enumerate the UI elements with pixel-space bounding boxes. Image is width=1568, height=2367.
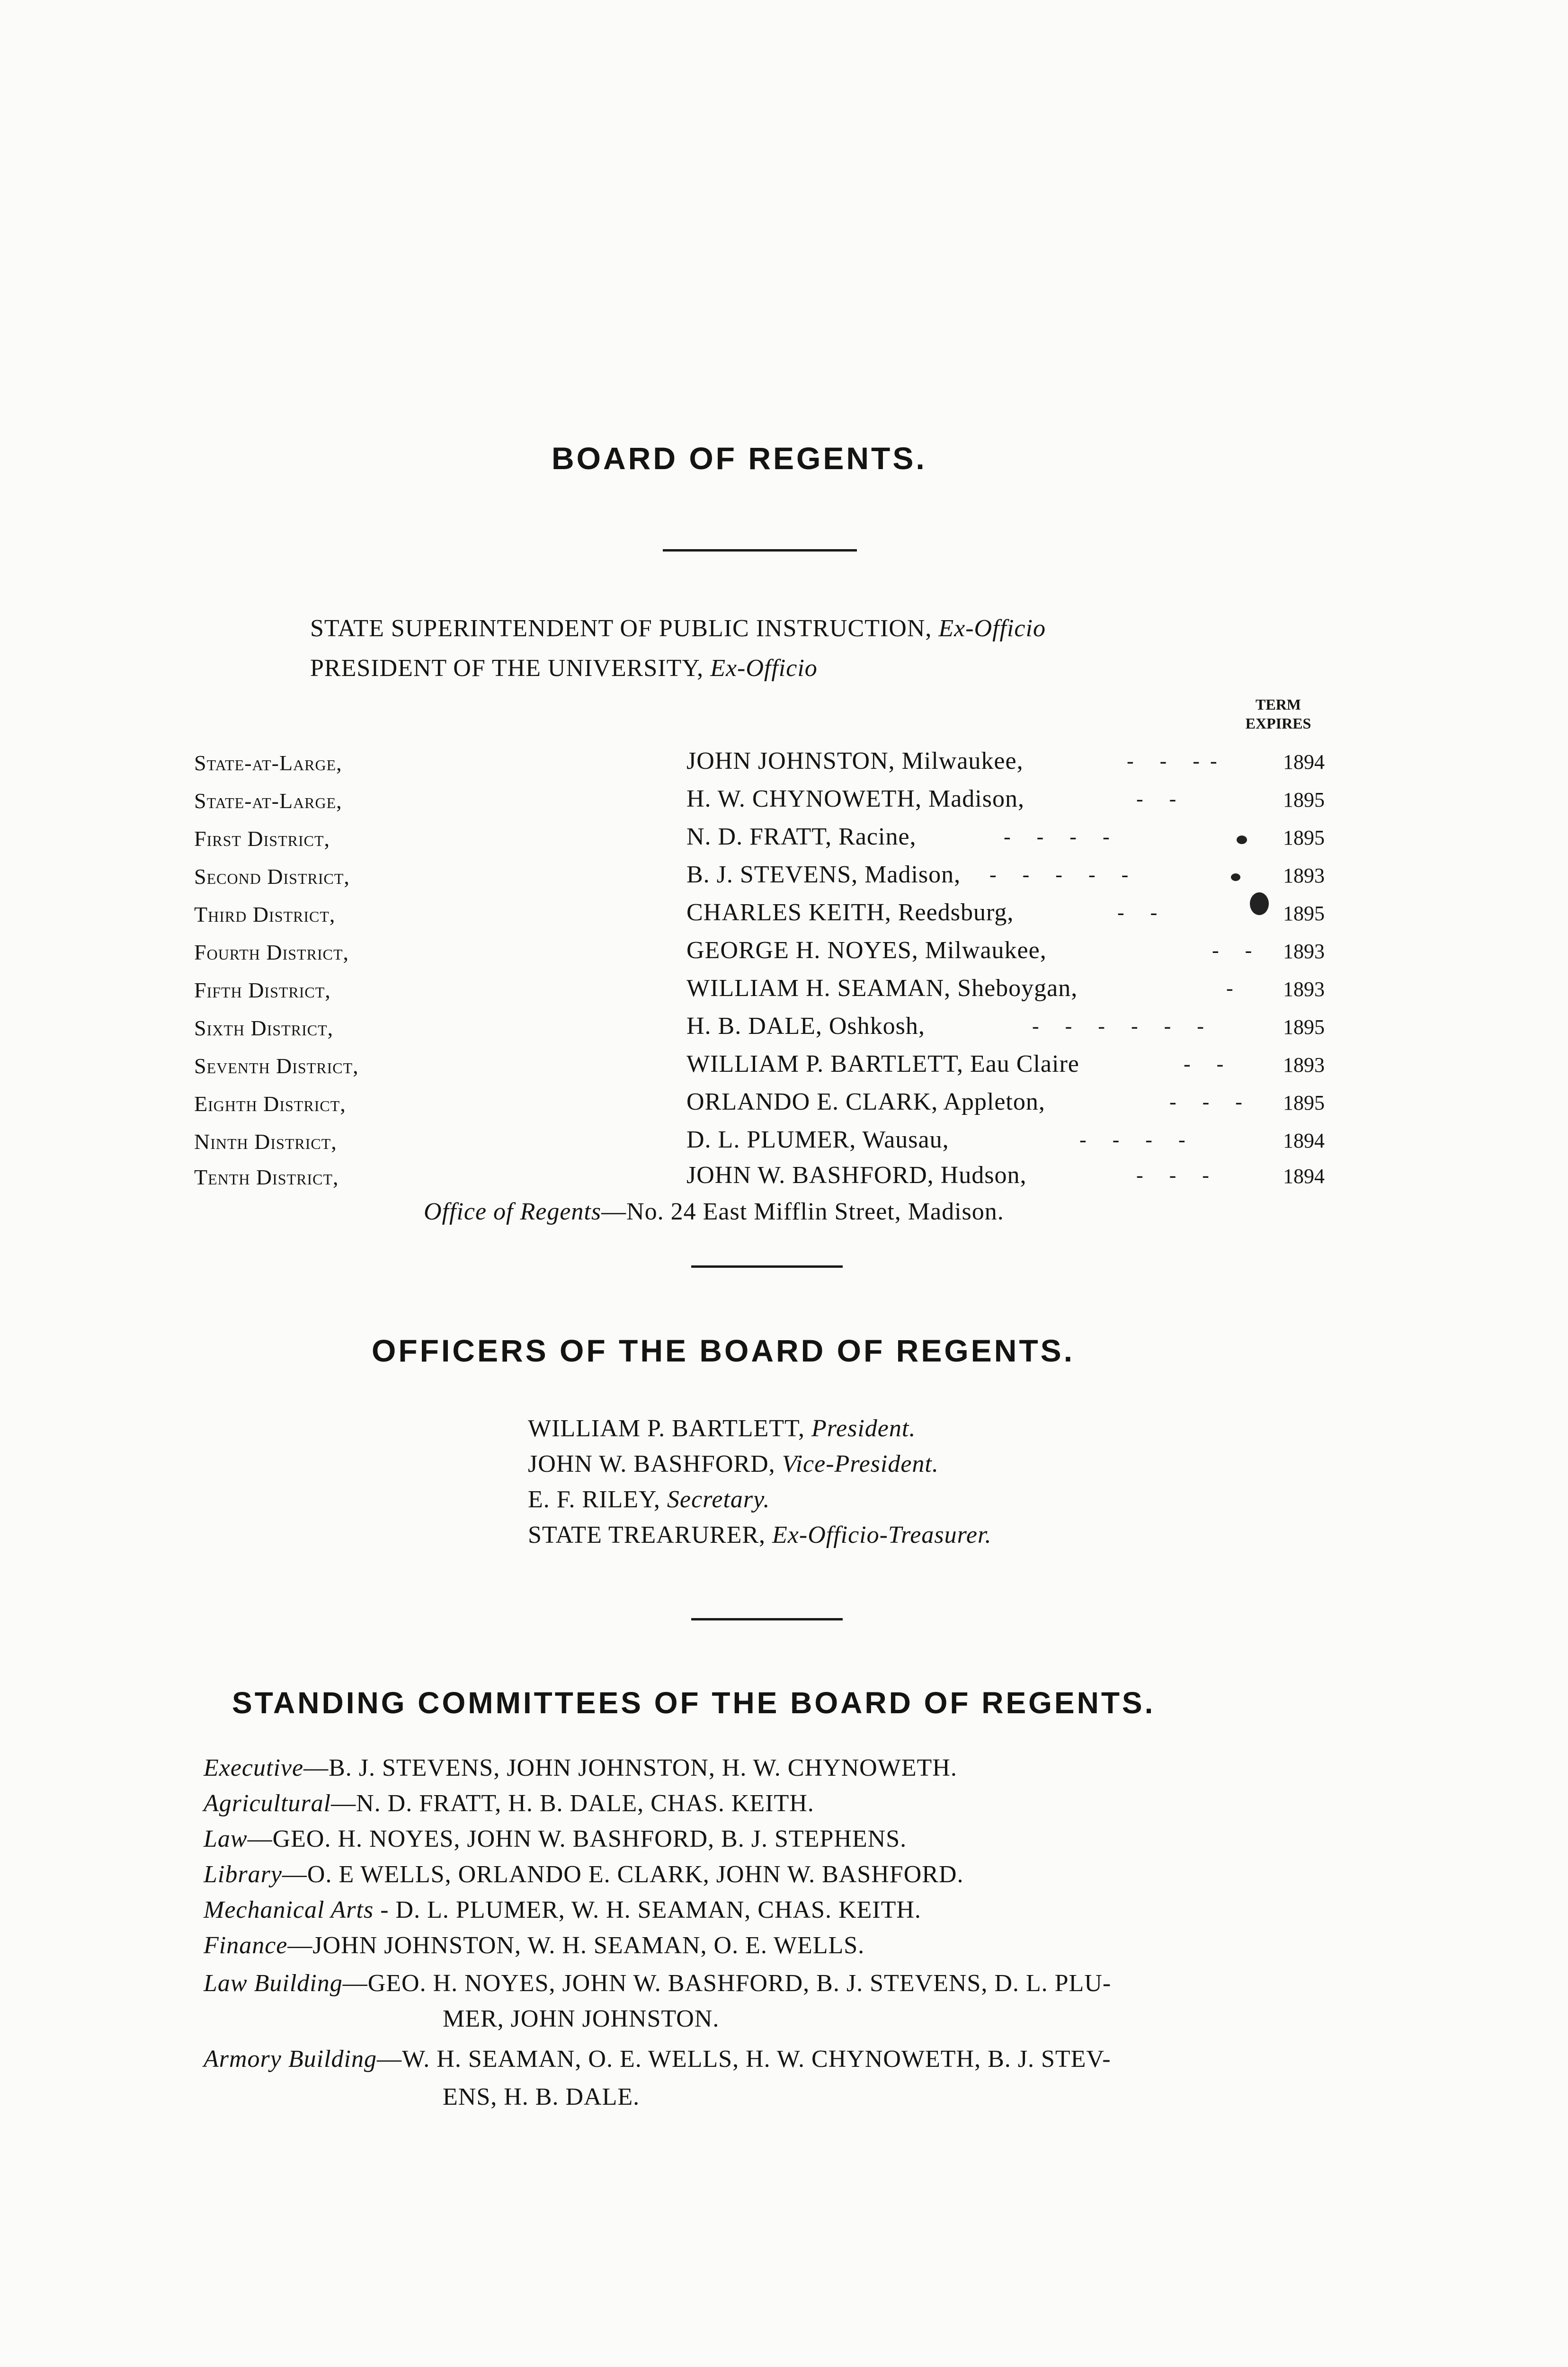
regent-name: JOHN W. BASHFORD, Hudson, (686, 1162, 1027, 1189)
regent-district: Third District, (194, 902, 336, 926)
officer-row (528, 1450, 939, 1478)
officer-row (528, 1486, 770, 1513)
ink-blot (1250, 892, 1269, 915)
committee-row (204, 1860, 963, 1888)
dot-leader: - - - - - - (1032, 1014, 1214, 1038)
dot-leader: - - - (1169, 1090, 1253, 1113)
regent-term-year: 1895 (1283, 788, 1325, 811)
committee-members: —N. D. FRATT, H. B. DALE, CHAS. KEITH. (331, 1790, 814, 1817)
committee-members: —GEO. H. NOYES, JOHN W. BASHFORD, B. J. STEVENS, D. L. PLU- (342, 1970, 1112, 1997)
committee-members: —O. E WELLS, ORLANDO E. CLARK, JOHN W. BASHFORD. (282, 1861, 964, 1888)
term-header-line-1: TERM (1256, 696, 1301, 713)
regent-term-year: 1895 (1283, 1015, 1325, 1039)
regent-district: Seventh District, (194, 1054, 359, 1078)
regent-name: JOHN JOHNSTON, Milwaukee, (686, 747, 1024, 774)
regent-name: GEORGE H. NOYES, Milwaukee, (686, 937, 1047, 964)
ex-officio-role: Ex-Officio (710, 655, 818, 682)
dot-leader: - - -- (1127, 749, 1228, 773)
title-divider (663, 549, 857, 552)
regent-term-year: 1895 (1283, 902, 1325, 925)
office-address: —No. 24 East Mifflin Street, Madison. (601, 1198, 1004, 1225)
regent-term-year: 1895 (1283, 826, 1325, 849)
officer-row (528, 1415, 916, 1442)
committee-row (204, 2045, 1111, 2073)
regent-name: ORLANDO E. CLARK, Appleton, (686, 1088, 1045, 1115)
regent-name: WILLIAM P. BARTLETT, Eau Claire (686, 1050, 1079, 1077)
committee-members: —B. J. STEVENS, JOHN JOHNSTON, H. W. CHYNOWETH. (303, 1754, 957, 1781)
officer-name: STATE TREARURER, (528, 1522, 766, 1548)
term-expires-header (1221, 695, 1335, 733)
officer-role: Secretary. (667, 1486, 770, 1513)
regent-term-year: 1894 (1283, 750, 1325, 774)
regent-term-year: 1894 (1283, 1165, 1325, 1188)
officer-role: President. (811, 1415, 916, 1442)
regent-term-year: 1895 (1283, 1091, 1325, 1114)
office-line (424, 1198, 1004, 1226)
officer-name: JOHN W. BASHFORD, (528, 1450, 775, 1477)
committee-row (204, 1754, 957, 1782)
dot-leader: - - (1136, 787, 1187, 810)
committee-members: —GEO. H. NOYES, JOHN W. BASHFORD, B. J. STEPHENS. (247, 1825, 907, 1852)
ex-officio-name: PRESIDENT OF THE UNIVERSITY, (310, 655, 704, 682)
section-divider (691, 1265, 843, 1268)
regent-term-year: 1893 (1283, 940, 1325, 963)
officer-row (528, 1521, 991, 1549)
regent-district: Sixth District, (194, 1016, 334, 1040)
board-title: BOARD OF REGENTS. (552, 441, 927, 476)
regent-district: Tenth District, (194, 1165, 339, 1189)
committee-label: Library (204, 1861, 282, 1888)
dot-leader: - (1226, 977, 1244, 1000)
regent-district: Second District, (194, 864, 350, 889)
officer-role: Vice-President. (782, 1450, 939, 1477)
officer-name: E. F. RILEY, (528, 1486, 660, 1513)
committee-label: Mechanical Arts (204, 1896, 374, 1923)
ex-officio-line-2 (310, 654, 818, 682)
term-header-line-2: EXPIRES (1245, 715, 1311, 732)
regent-district: Fifth District, (194, 978, 331, 1002)
regent-name: N. D. FRATT, Racine, (686, 823, 917, 850)
office-label: Office of Regents (424, 1198, 602, 1225)
section-divider (691, 1618, 843, 1620)
regent-term-year: 1893 (1283, 1053, 1325, 1077)
ink-blot (1231, 873, 1240, 881)
regent-term-year: 1894 (1283, 1129, 1325, 1152)
dot-leader: - - - - (1004, 825, 1120, 848)
dot-leader: - - (1184, 1052, 1234, 1076)
ex-officio-role: Ex-Officio (938, 615, 1046, 642)
regent-name: WILLIAM H. SEAMAN, Sheboygan, (686, 975, 1078, 1002)
ex-officio-line-1 (310, 614, 1046, 642)
regent-district: Ninth District, (194, 1130, 337, 1154)
committee-row (204, 1789, 814, 1817)
committee-members: —JOHN JOHNSTON, W. H. SEAMAN, O. E. WELLS. (287, 1932, 865, 1959)
dot-leader: - - (1212, 939, 1263, 962)
committee-label: Agricultural (204, 1790, 331, 1817)
ex-officio-name: STATE SUPERINTENDENT OF PUBLIC INSTRUCTION, (310, 615, 932, 642)
regent-name: H. B. DALE, Oshkosh, (686, 1013, 925, 1040)
committee-continuation: ENS, H. B. DALE. (443, 2083, 640, 2110)
committee-label: Executive (204, 1754, 304, 1781)
committee-continuation: MER, JOHN JOHNSTON. (443, 2005, 720, 2032)
regent-district: First District, (194, 827, 330, 851)
regent-term-year: 1893 (1283, 864, 1325, 887)
committee-members: —W. H. SEAMAN, O. E. WELLS, H. W. CHYNOWETH, B. J. STEV- (376, 2046, 1111, 2073)
officers-title: OFFICERS OF THE BOARD OF REGENTS. (372, 1333, 1075, 1368)
committee-row (204, 1931, 864, 1959)
dot-leader: - - - - (1079, 1128, 1196, 1151)
regent-name: D. L. PLUMER, Wausau, (686, 1126, 949, 1153)
regent-term-year: 1893 (1283, 978, 1325, 1001)
dot-leader: - - (1117, 901, 1168, 924)
regent-name: B. J. STEVENS, Madison, (686, 861, 961, 888)
regent-name: CHARLES KEITH, Reedsburg, (686, 899, 1014, 926)
officer-name: WILLIAM P. BARTLETT, (528, 1415, 805, 1442)
regent-district: State-at-Large, (194, 751, 342, 775)
regent-district: State-at-Large, (194, 789, 342, 813)
committee-row (204, 1969, 1111, 1997)
dot-leader: - - - - - (989, 863, 1139, 886)
committee-row (204, 1896, 921, 1924)
committee-row (204, 1825, 907, 1853)
committees-title: STANDING COMMITTEES OF THE BOARD OF REGENTS. (232, 1686, 1156, 1720)
dot-leader: - - - (1136, 1164, 1220, 1187)
committee-label: Law Building (204, 1970, 343, 1997)
committee-members: - D. L. PLUMER, W. H. SEAMAN, CHAS. KEITH. (374, 1896, 921, 1923)
regent-district: Fourth District, (194, 940, 349, 964)
committee-label: Finance (204, 1932, 288, 1959)
ink-blot (1237, 836, 1247, 844)
officer-role: Ex-Officio-Treasurer. (772, 1522, 992, 1548)
committee-label: Armory Building (204, 2046, 377, 2073)
committee-label: Law (204, 1825, 248, 1852)
regent-name: H. W. CHYNOWETH, Madison, (686, 785, 1025, 812)
regent-district: Eighth District, (194, 1092, 346, 1116)
